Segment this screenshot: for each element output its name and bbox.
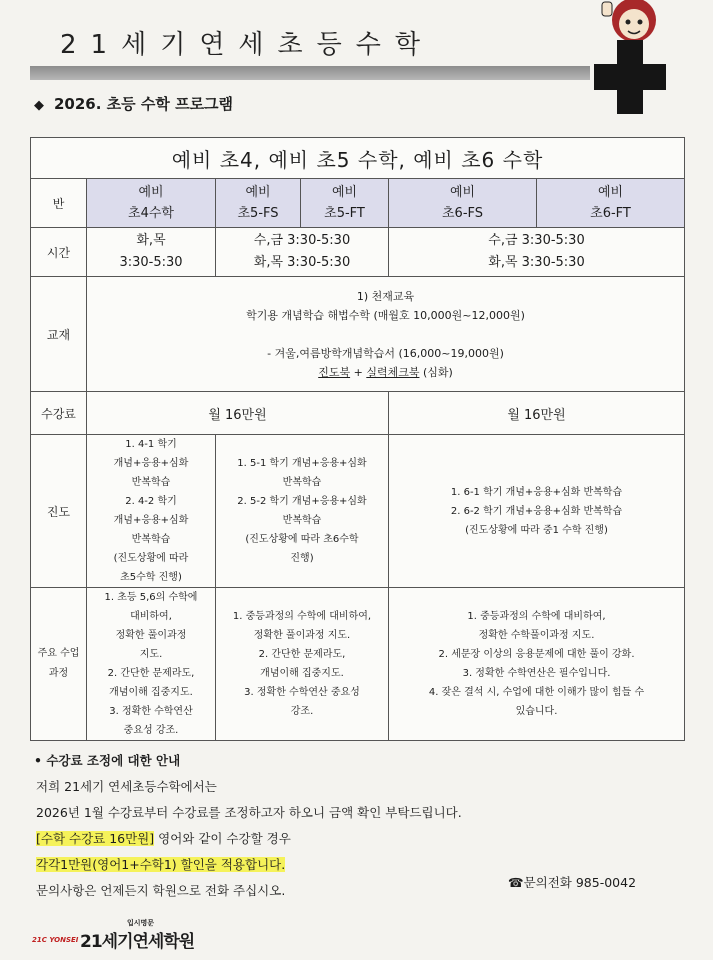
progress-line: 개념+응용+심화: [113, 458, 189, 469]
progress-row: [31, 435, 685, 588]
time-cell: [216, 228, 389, 277]
textbook-line: - 겨울,여름방학개념학습서 (16,000~19,000원): [267, 346, 504, 360]
class-line: 예비: [138, 185, 164, 200]
notes-line: 1. 초등 5,6의 수학에: [104, 592, 198, 603]
class-line: 예비: [449, 185, 476, 200]
progress-line: 1. 5-1 학기 개념+응용+심화: [237, 458, 367, 469]
progress-line: 개념+응용+심화: [113, 515, 189, 526]
notes-line: 3. 정확한 수학연산: [109, 706, 193, 717]
time-cell: [389, 228, 685, 277]
notes-line: 개념이해 집중지도.: [260, 668, 344, 679]
class-line: 초6-FT: [590, 206, 631, 221]
contact-phone: [508, 873, 636, 891]
program-heading: [34, 93, 233, 114]
notes-line: 지도.: [139, 649, 163, 660]
notes-line: 개념이해 집중지도.: [109, 687, 193, 698]
textbook-row: [31, 277, 685, 392]
notice-line: 문의사항은 언제든지 학원으로 전화 주십시오.: [36, 883, 286, 898]
textbook-line: 학기용 개념학습 해법수학 (매월호 10,000원~12,000원): [246, 308, 525, 322]
time-line: 화,목 3:30-5:30: [253, 255, 351, 270]
row-label-time: 시간: [31, 228, 87, 277]
row-label-notes: 주요 수업 과정: [31, 588, 87, 741]
notes-line: 2. 간단한 문제라도,: [107, 668, 195, 679]
class-line: 예비: [331, 185, 358, 200]
progress-cell: [216, 435, 389, 588]
progress-line: 1. 4-1 학기: [125, 439, 177, 450]
class-line: 예비: [597, 185, 624, 200]
notes-line: 정확한 수학풀이과정 지도.: [478, 630, 595, 641]
program-heading-text: 2026. 초등 수학 프로그램: [54, 95, 234, 113]
progress-line: 2. 6-2 학기 개념+응용+심화 반복학습: [450, 505, 623, 517]
time-row: [31, 228, 685, 277]
row-label-fee: 수강료: [31, 392, 87, 435]
header-title: 21세기연세초등수학: [60, 30, 435, 60]
progress-line: (진도상황에 따라: [113, 553, 189, 564]
notice-line: [36, 852, 285, 878]
progress-line: 반복학습: [131, 534, 171, 545]
notice-line: [36, 826, 291, 852]
notice-fee-highlight: [수학 수강료 16만원]: [36, 831, 155, 846]
class-cell: [301, 179, 389, 228]
class-cell: [216, 179, 301, 228]
mascot-illustration: [598, 0, 668, 44]
row-label-textbook: 교재: [31, 277, 87, 392]
fee-cell: 월 16만원: [389, 392, 685, 435]
table-title-row: [31, 138, 685, 179]
time-line: 화,목: [136, 233, 166, 248]
notice-line-rest: 영어와 같이 수강할 경우: [154, 831, 291, 846]
class-line: 예비: [245, 185, 271, 200]
class-cell: [389, 179, 537, 228]
time-cell: [87, 228, 216, 277]
notes-line: 강조.: [290, 706, 314, 717]
notice-line: 저희 21세기 연세초등수학에서는: [36, 779, 217, 794]
time-line: 화,목 3:30-5:30: [488, 255, 585, 270]
notes-cell: [87, 588, 216, 741]
notice-heading: • 수강료 조정에 대한 안내: [34, 753, 181, 768]
notes-line: 2. 세문장 이상의 응용문제에 대한 풀이 강화.: [438, 649, 635, 660]
notes-line: 정확한 풀이과정: [115, 630, 187, 641]
class-row: [31, 179, 685, 228]
notice-discount-highlight: 각각1만원(영어1+수학1) 할인을 적용합니다.: [36, 857, 286, 872]
progress-line: (진도상황에 따라 초6수학: [245, 534, 359, 545]
class-line: 초5-FS: [237, 206, 279, 221]
class-cell: [537, 179, 685, 228]
progress-line: 1. 6-1 학기 개념+응용+심화 반복학습: [450, 486, 623, 498]
progress-line: 반복학습: [282, 515, 322, 526]
contact-text: 문의전화 985-0042: [523, 875, 637, 890]
notes-cell: [389, 588, 685, 741]
class-line: 초5-FT: [324, 206, 365, 221]
time-line: 3:30-5:30: [119, 255, 183, 270]
notes-cell: [216, 588, 389, 741]
notes-line: 3. 정확한 수학연산 중요성: [244, 687, 360, 698]
time-line: 수,금 3:30-5:30: [488, 233, 585, 248]
progress-cell: [389, 435, 685, 588]
class-line: 초6-FS: [441, 206, 484, 221]
fee-cell: 월 16만원: [87, 392, 389, 435]
schedule-table: [30, 137, 685, 741]
textbook-check-book: 실력체크북: [366, 365, 420, 379]
logo-tagline: 입시명문: [127, 919, 155, 927]
logo-name: 21세기연세학원: [80, 932, 195, 952]
textbook-advanced: (심화): [419, 365, 453, 379]
phone-icon: ☎: [508, 875, 524, 890]
textbook-line: 1) 천재교육: [356, 289, 415, 303]
notes-row: [31, 588, 685, 741]
class-line: 초4수학: [128, 206, 174, 221]
logo-english: 21C YONSEI: [32, 936, 79, 944]
row-label-class: 반: [31, 179, 87, 228]
progress-line: 반복학습: [282, 477, 322, 488]
class-cell: [87, 179, 216, 228]
progress-line: 반복학습: [131, 477, 171, 488]
progress-line: 초5수학 진행): [120, 572, 182, 583]
plus-cross-icon-bar: [594, 64, 666, 90]
progress-line: 진행): [290, 553, 314, 564]
textbook-progress-book: 진도북: [318, 365, 351, 379]
row-label-progress: 진도: [31, 435, 87, 588]
notes-line: 3. 정확한 수학연산은 필수입니다.: [462, 668, 611, 679]
notice-line: 2026년 1월 수강료부터 수강료를 조정하고자 하오니 금액 확인 부탁드립니다.: [36, 805, 462, 820]
textbook-plus: +: [350, 365, 367, 379]
progress-cell: [87, 435, 216, 588]
notes-line: 중요성 강조.: [123, 725, 179, 736]
progress-line: 2. 5-2 학기 개념+응용+심화: [237, 496, 367, 507]
textbook-cell: [87, 277, 685, 392]
fee-row: [31, 392, 685, 435]
notes-line: 4. 잦은 결석 시, 수업에 대한 이해가 많이 힘들 수: [428, 687, 645, 698]
progress-line: 2. 4-2 학기: [125, 496, 177, 507]
diamond-icon: ◆: [34, 98, 44, 113]
notes-line: 있습니다.: [515, 706, 558, 717]
time-line: 수,금 3:30-5:30: [253, 233, 351, 248]
notes-line: 정확한 풀이과정 지도.: [253, 630, 351, 641]
table-title: 예비 초4, 예비 초5 수학, 예비 초6 수학: [31, 138, 685, 179]
progress-line: (진도상황에 따라 중1 수학 진행): [465, 524, 608, 536]
notes-line: 1. 중등과정의 수학에 대비하여,: [232, 611, 372, 622]
title-bar: [30, 66, 590, 80]
notes-line: 2. 간단한 문제라도,: [258, 649, 346, 660]
notes-line: 1. 중등과정의 수학에 대비하여,: [467, 611, 606, 622]
notes-line: 대비하여,: [130, 611, 172, 622]
